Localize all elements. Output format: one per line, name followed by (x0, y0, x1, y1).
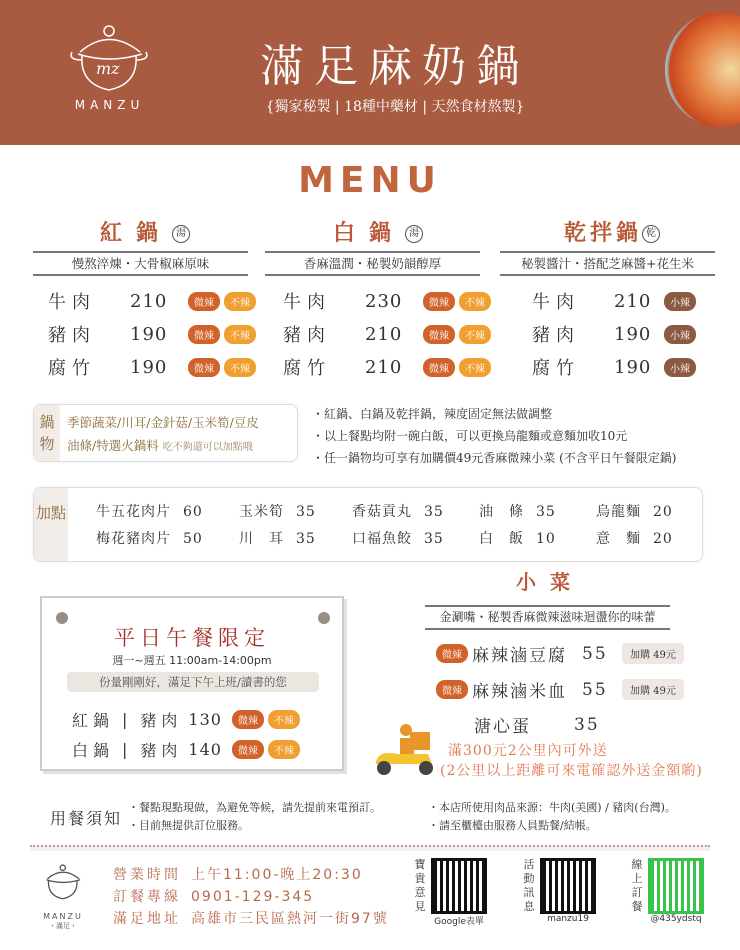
mild-tag: 微辣 (232, 740, 264, 759)
menu-item (283, 354, 495, 380)
hotpot-photo (665, 12, 740, 127)
item-price: 190 (614, 356, 652, 378)
note-line: ・任一鍋物均可享有加購價49元香麻微辣小菜 (不含平日午餐限定鍋) (312, 451, 677, 465)
addon-price-badge: 加購 49元 (622, 679, 684, 700)
item-name: 意 麵 (596, 531, 641, 547)
addons-box (33, 487, 703, 562)
not-spicy-tag: 不辣 (268, 740, 300, 759)
item-price: 35 (424, 531, 444, 547)
slightly-spicy-tag: 小辣 (664, 325, 696, 344)
business-hours (113, 864, 363, 884)
note-line: ・紅鍋、白鍋及乾拌鍋，辣度固定無法做調整 (312, 407, 553, 421)
addon-item (479, 528, 556, 548)
item-name: 烏龍麵 (596, 504, 641, 520)
lunch-item: 白鍋 | 豬肉 140 微辣 不辣 (72, 738, 304, 761)
soup-badge: 湯 (172, 225, 190, 243)
manzu-logo (62, 22, 157, 122)
notice-line: ・餐點現點現做，為避免等候，請先提前來電預訂。 (128, 801, 381, 814)
slightly-spicy-tag: 小辣 (664, 292, 696, 311)
weekday-lunch-card (40, 596, 344, 771)
hotpot-label: 鍋物 (34, 405, 60, 461)
item-price: 35 (574, 714, 600, 735)
item-name: 豬肉 (283, 325, 331, 346)
menu-title: MENU (298, 160, 442, 201)
item-price: 140 (188, 740, 222, 759)
menu-item (48, 321, 260, 347)
item-price: 190 (130, 356, 168, 378)
lunch-item: 紅鍋 | 豬肉 130 微辣 不辣 (72, 708, 304, 731)
soup-badge: 湯 (405, 225, 423, 243)
mild-tag: 微辣 (188, 325, 220, 344)
menu-item (283, 288, 495, 314)
notice-line: ・請至櫃檯由服務人員點餐/結帳。 (428, 819, 597, 832)
header-banner (0, 0, 740, 145)
title-text: 乾拌鍋 (563, 221, 642, 246)
item-price: 35 (424, 504, 444, 520)
addon-item (352, 501, 444, 521)
dry-pot-title (497, 216, 727, 247)
tagline: {獨家秘製 | 18種中藥材 | 天然食材熬製} (265, 99, 525, 115)
item-name: 豬肉 (48, 325, 96, 346)
notice-line: ・目前無提供訂位服務。 (128, 819, 249, 832)
item-price: 210 (130, 290, 168, 312)
dining-notice-title: 用餐須知 (50, 809, 123, 828)
dry-pot-items (532, 288, 700, 380)
addons-label: 加點 (34, 488, 68, 561)
delivery-scooter-icon (370, 720, 440, 780)
red-pot-subtitle: 慢熬淬煉・大骨椒麻原味 (33, 251, 248, 276)
side-item (436, 641, 684, 666)
meat: 豬肉 (140, 741, 183, 760)
red-pot-items (48, 288, 260, 380)
red-pot-title (30, 216, 260, 247)
qr-events (522, 858, 596, 924)
item-name: 牛肉 (48, 292, 96, 313)
mild-tag: 微辣 (423, 325, 455, 344)
item-price: 20 (653, 504, 673, 520)
menu-item (532, 321, 700, 347)
qr-label: 活動訊息 (523, 858, 535, 913)
qr-caption: @435ydstq (650, 914, 702, 924)
hotpot-ingredients-box (33, 404, 298, 462)
qr-code-icon[interactable] (431, 858, 487, 914)
mild-tag: 微辣 (423, 358, 455, 377)
pot-type: 白鍋 (72, 741, 115, 760)
item-name: 梅花豬肉片 (96, 531, 171, 547)
addon-item (596, 501, 673, 521)
addon-item (352, 528, 444, 548)
not-spicy-tag: 不辣 (268, 710, 300, 729)
item-price: 55 (582, 643, 608, 664)
white-pot-items (283, 288, 495, 380)
addon-price-badge: 加購 49元 (622, 643, 684, 664)
addon-item (239, 501, 316, 521)
addon-item (96, 528, 203, 548)
item-price: 190 (614, 323, 652, 345)
value: 高雄市三民區熱河一街97號 (191, 911, 389, 927)
lunch-hours: 週一~週五 11:00am-14:00pm (112, 654, 272, 667)
ingredients-text: 油條/特選火鍋料 (67, 438, 159, 453)
notice-line: ・本店所使用肉品來源：牛肉(美國) / 豬肉(台灣)。 (428, 801, 676, 814)
address (113, 908, 389, 928)
item-name: 油 條 (479, 504, 524, 520)
addon-item (596, 528, 673, 548)
mild-tag: 微辣 (232, 710, 264, 729)
item-price: 35 (296, 504, 316, 520)
item-price: 20 (653, 531, 673, 547)
label: 滿足地址 (113, 911, 181, 927)
menu-item (283, 321, 495, 347)
brand-name: 滿足麻奶鍋 (260, 41, 530, 92)
item-name: 麻辣滷米血 (472, 682, 567, 702)
ingredients-line (67, 436, 253, 454)
pot-icon (62, 22, 157, 102)
item-name: 豬肉 (532, 325, 580, 346)
line-qr-code-icon[interactable] (648, 858, 704, 914)
side-item (436, 677, 684, 702)
qr-caption: Google表單 (434, 917, 484, 927)
not-spicy-tag: 不辣 (224, 325, 256, 344)
item-name: 口福魚餃 (352, 531, 412, 547)
not-spicy-tag: 不辣 (459, 325, 491, 344)
menu-item (48, 288, 260, 314)
lunch-slogan: 份量剛剛好，滿足下午上班/讀書的您 (67, 672, 319, 692)
mild-tag: 微辣 (423, 292, 455, 311)
addon-item (96, 501, 203, 521)
instagram-qr-code-icon[interactable] (540, 858, 596, 914)
value: 上午11:00-晚上20:30 (191, 867, 363, 883)
not-spicy-tag: 不辣 (224, 358, 256, 377)
item-name: 腐竹 (283, 358, 331, 379)
item-name: 川 耳 (239, 531, 284, 547)
slightly-spicy-tag: 小辣 (664, 358, 696, 377)
qr-label: 線上訂餐 (631, 858, 643, 913)
item-name: 牛肉 (283, 292, 331, 313)
item-name: 白 飯 (479, 531, 524, 547)
ingredients-note: 吃不夠還可以加點哦 (162, 442, 253, 453)
footer-logo (38, 860, 88, 940)
label: 營業時間 (113, 867, 181, 883)
side-dishes-subtitle: 金涮嘴・秘製香麻微辣滋味迴盪你的味蕾 (425, 605, 670, 630)
item-price: 35 (296, 531, 316, 547)
qr-line-order (630, 858, 704, 924)
item-name: 腐竹 (532, 358, 580, 379)
note-line: ・以上餐點均附一碗白飯，可以更換烏龍麵或意麵加收10元 (312, 429, 628, 443)
dry-pot-subtitle: 秘製醬汁・搭配芝麻醬+花生米 (500, 251, 715, 276)
qr-feedback (413, 858, 487, 927)
order-phone (113, 886, 314, 906)
qr-label: 寶貴意見 (414, 858, 426, 913)
item-price: 230 (365, 290, 403, 312)
item-price: 210 (365, 323, 403, 345)
addon-item (479, 501, 556, 521)
qr-caption: manzu19 (547, 914, 589, 924)
mild-tag: 微辣 (188, 358, 220, 377)
item-price: 60 (183, 504, 203, 520)
logo-text: MANZU (43, 912, 83, 921)
divider (30, 845, 710, 851)
item-name: 溏心蛋 (474, 717, 531, 737)
menu-item (532, 288, 700, 314)
lunch-title: 平日午餐限定 (114, 626, 270, 650)
menu-item (532, 354, 700, 380)
item-price: 50 (183, 531, 203, 547)
logo-text: MANZU (74, 98, 145, 112)
item-price: 10 (536, 531, 556, 547)
item-price: 190 (130, 323, 168, 345)
delivery-note-sub: (2公里以上距離可來電確認外送金額喲) (440, 763, 703, 779)
side-dishes-title: 小菜 (516, 570, 584, 594)
dry-badge: 乾 (642, 225, 660, 243)
delivery-note: 滿300元2公里內可外送 (448, 743, 608, 759)
title-text: 紅鍋 (99, 221, 172, 246)
ingredients-line: 季節蔬菜/川耳/金針菇/玉米筍/豆皮 (67, 415, 259, 430)
item-price: 130 (188, 710, 222, 729)
item-price: 210 (365, 356, 403, 378)
not-spicy-tag: 不辣 (459, 292, 491, 311)
item-name: 香菇貢丸 (352, 504, 412, 520)
logo-subtext: ・滿足・ (49, 922, 77, 930)
pot-type: 紅鍋 (72, 711, 115, 730)
side-item (474, 712, 600, 737)
label: 訂餐專線 (113, 889, 181, 905)
menu-item (48, 354, 260, 380)
item-name: 牛五花肉片 (96, 504, 171, 520)
item-name: 麻辣滷豆腐 (472, 646, 567, 666)
mild-tag: 微辣 (436, 680, 468, 699)
mild-tag: 微辣 (436, 644, 468, 663)
not-spicy-tag: 不辣 (459, 358, 491, 377)
phone-number[interactable]: 0901-129-345 (191, 889, 315, 905)
mild-tag: 微辣 (188, 292, 220, 311)
not-spicy-tag: 不辣 (224, 292, 256, 311)
svg-text:mz: mz (96, 59, 120, 78)
item-price: 55 (582, 679, 608, 700)
item-name: 腐竹 (48, 358, 96, 379)
item-name: 玉米筍 (239, 504, 284, 520)
white-pot-title (263, 216, 493, 247)
addon-item (239, 528, 316, 548)
meat: 豬肉 (140, 711, 183, 730)
item-name: 牛肉 (532, 292, 580, 313)
pot-icon (38, 860, 88, 908)
title-text: 白鍋 (332, 221, 405, 246)
item-price: 35 (536, 504, 556, 520)
item-price: 210 (614, 290, 652, 312)
white-pot-subtitle: 香麻溫潤・秘製奶韻醇厚 (265, 251, 480, 276)
